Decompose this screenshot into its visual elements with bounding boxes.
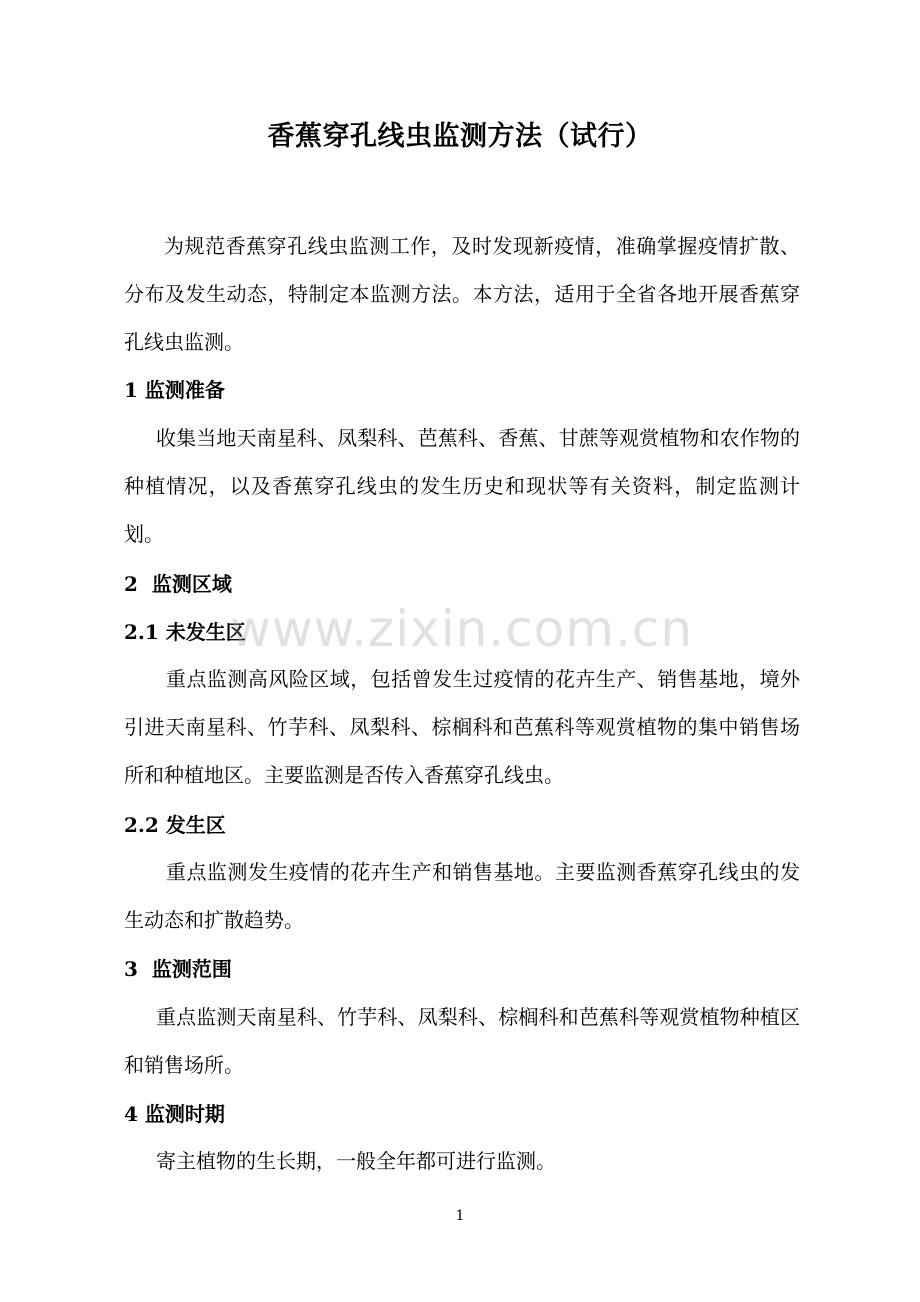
document-title: 香蕉穿孔线虫监测方法（试行） bbox=[267, 121, 653, 152]
watermark: www.zixin.com.cn bbox=[230, 600, 694, 658]
section-body-2-1 bbox=[124, 655, 800, 799]
section-body-2-2-text: 重点监测发生疫情的花卉生产和销售基地。主要监测香蕉穿孔线虫的发生动态和扩散趋势。 bbox=[124, 860, 800, 932]
section-body-4-text: 寄主植物的生长期，一般全年都可进行监测。 bbox=[156, 1149, 556, 1173]
section-body-2-1-text: 重点监测高风险区域，包括曾发生过疫情的花卉生产、销售基地，境外引进天南星科、竹芋科、凤梨科、棕榈科和芭蕉科等观赏植物的集中销售场所和种植地区。主要监测是否传入香蕉穿孔线虫。 bbox=[124, 667, 800, 787]
section-heading-2-2: 2.2 发生区 bbox=[124, 813, 226, 837]
section-body-1-text: 收集当地天南星科、凤梨科、芭蕉科、香蕉、甘蔗等观赏植物和农作物的种植情况，以及香蕉穿孔线虫的发生历史和现状等有关资料，制定监测计划。 bbox=[124, 426, 800, 546]
section-heading-1: 1 监测准备 bbox=[124, 378, 225, 402]
section-heading-2: 2 监测区域 bbox=[124, 572, 232, 596]
section-body-3-text: 重点监测天南星科、竹芋科、凤梨科、棕榈科和芭蕉科等观赏植物种植区和销售场所。 bbox=[124, 1005, 800, 1077]
section-heading-4: 4 监测时期 bbox=[124, 1102, 225, 1126]
page-number: 1 bbox=[455, 1208, 465, 1224]
section-heading-2-1: 2.1 未发生区 bbox=[124, 620, 246, 644]
section-body-2-2 bbox=[124, 848, 800, 944]
section-body-4 bbox=[124, 1137, 800, 1185]
section-heading-3: 3 监测范围 bbox=[124, 957, 232, 981]
intro-text: 为规范香蕉穿孔线虫监测工作，及时发现新疫情，准确掌握疫情扩散、分布及发生动态，特制定本监测方法。本方法，适用于全省各地开展香蕉穿孔线虫监测。 bbox=[124, 234, 800, 354]
intro-paragraph bbox=[124, 222, 800, 366]
section-body-3 bbox=[124, 993, 800, 1089]
section-body-1 bbox=[124, 414, 800, 558]
